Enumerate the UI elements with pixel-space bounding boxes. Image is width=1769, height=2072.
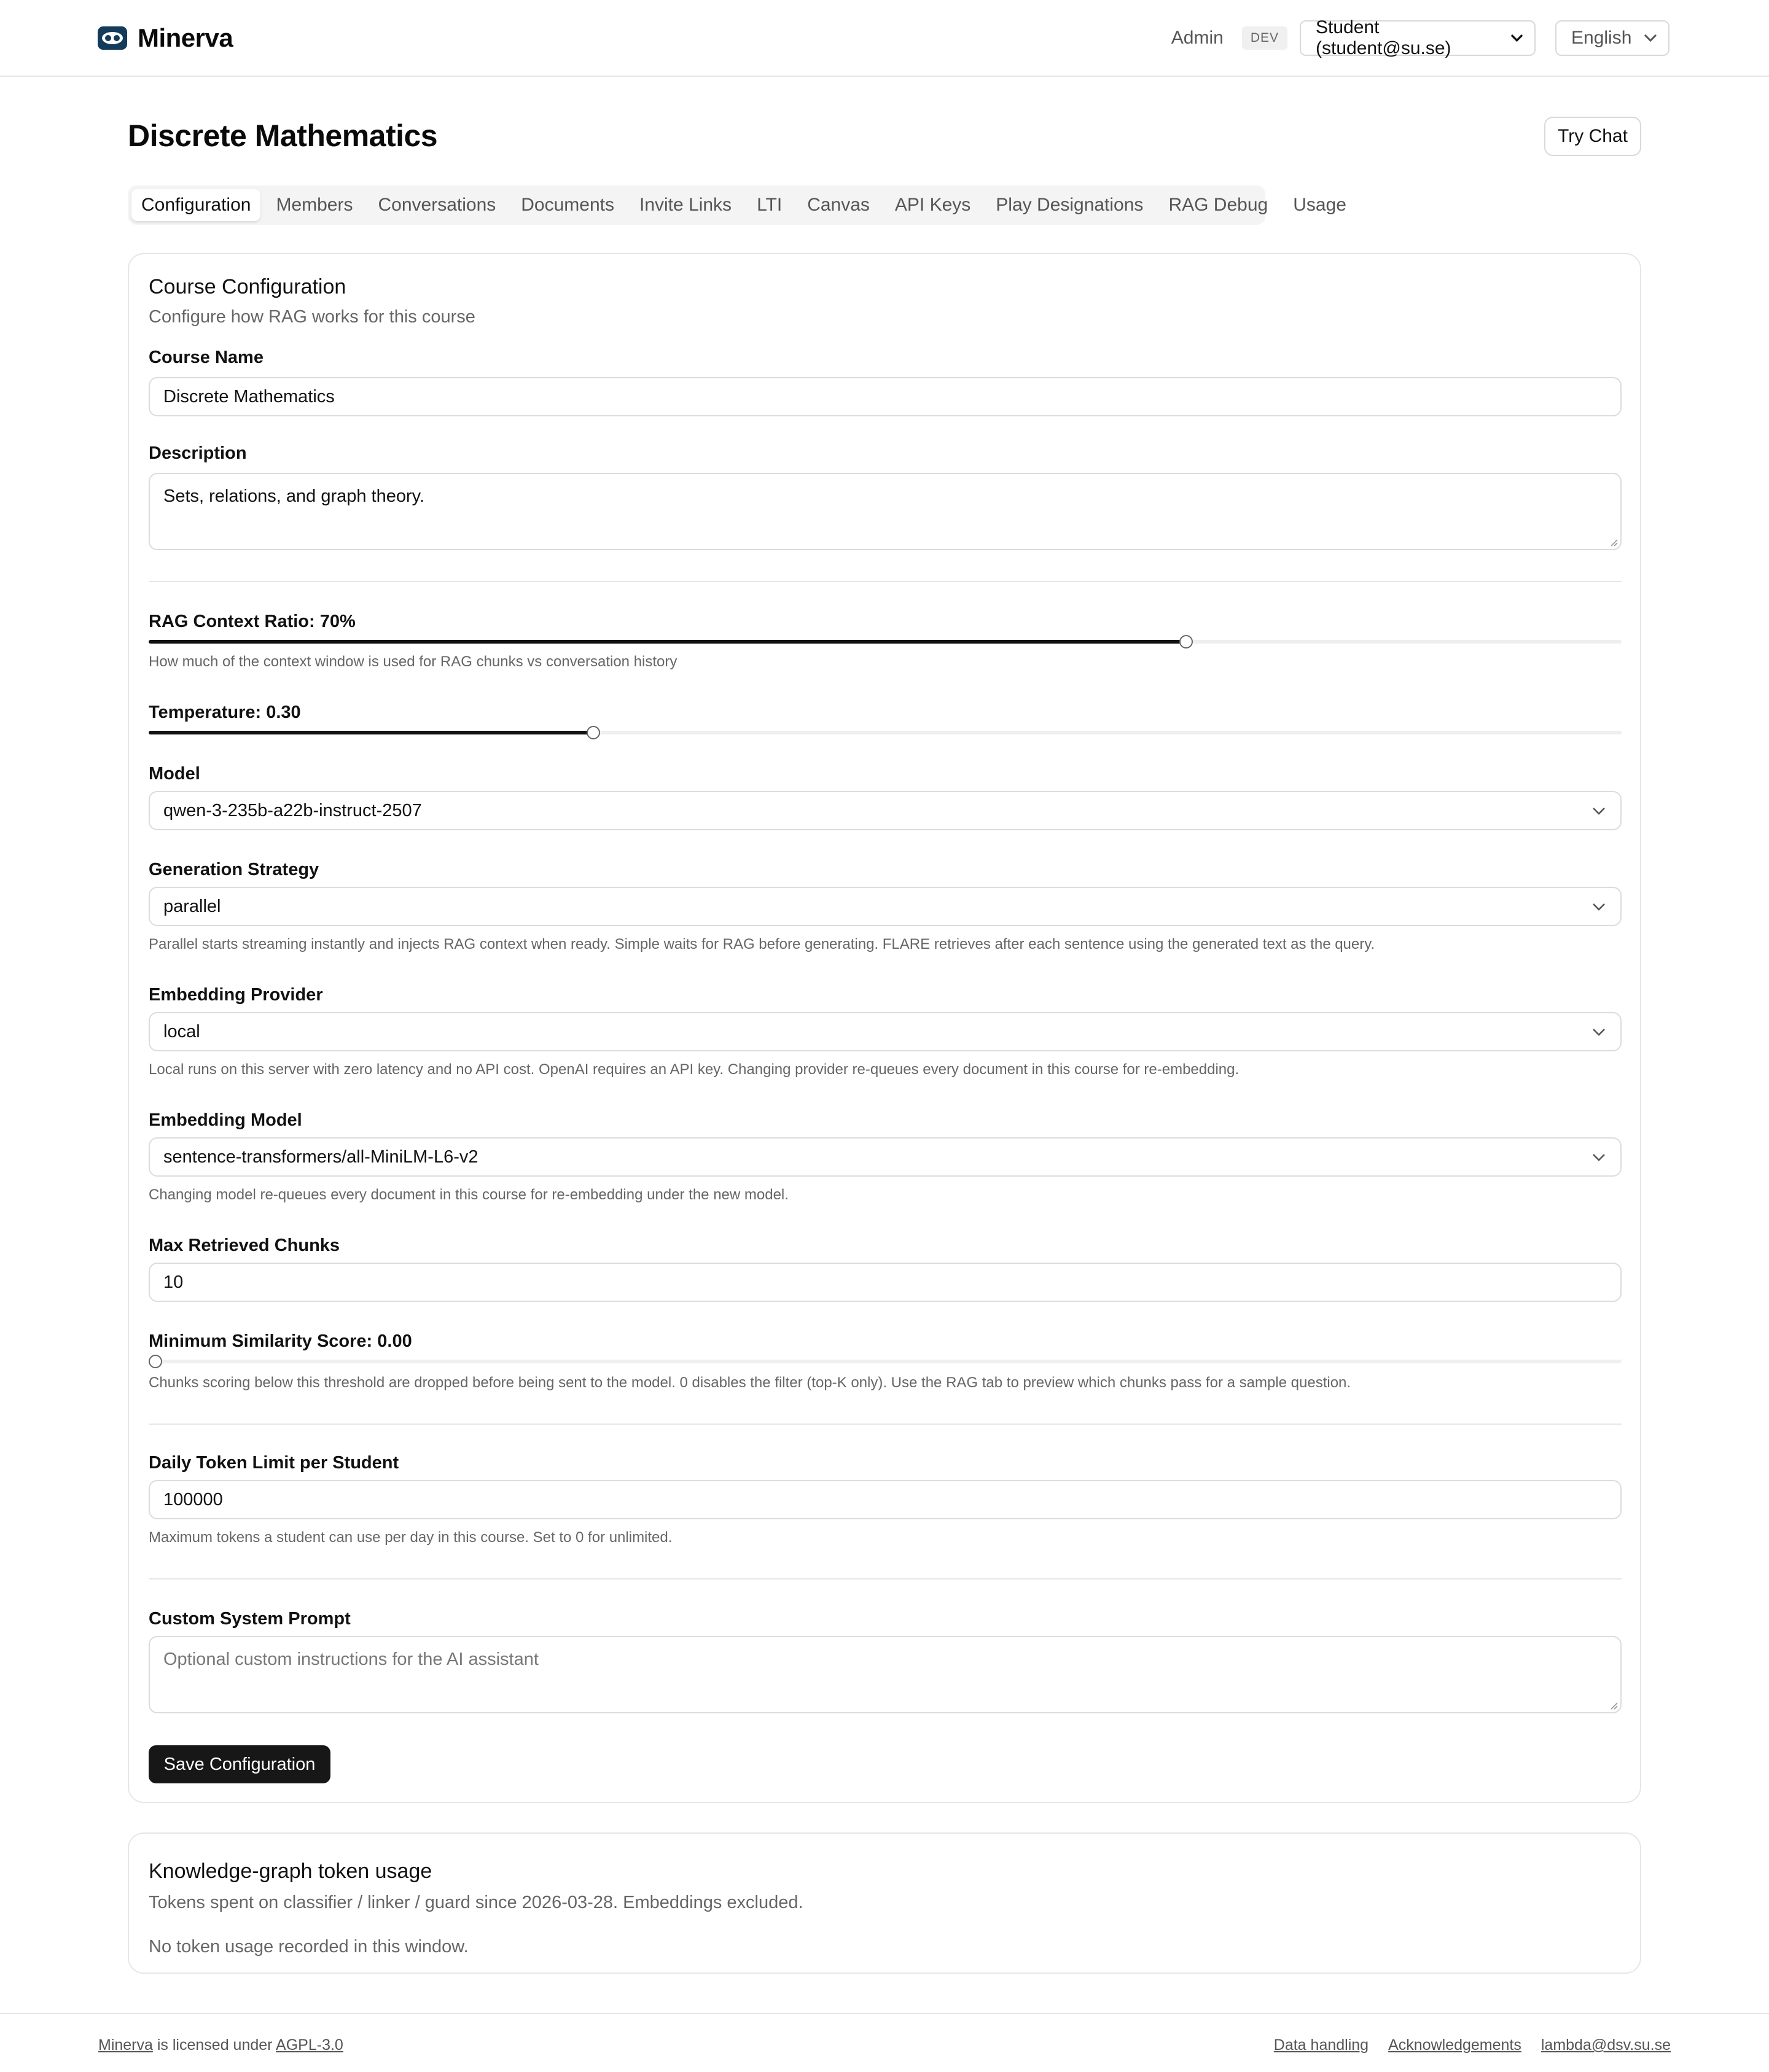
card-subtitle: Configure how RAG works for this course: [149, 307, 475, 327]
embedding-model-select[interactable]: [149, 1137, 1622, 1177]
project-link[interactable]: Minerva: [98, 2036, 153, 2054]
daily-limit-help: Maximum tokens a student can use per day in this course. Set to 0 for unlimited.: [149, 1529, 673, 1546]
slider-track: [149, 1360, 1622, 1363]
usage-empty-state: No token usage recorded in this window.: [149, 1937, 469, 1957]
chevron-down-icon: [1510, 34, 1523, 42]
tab-members[interactable]: Members: [276, 195, 353, 215]
license-link[interactable]: AGPL-3.0: [276, 2036, 343, 2054]
chevron-down-icon: [1592, 1153, 1606, 1162]
embedding-provider-select[interactable]: [149, 1012, 1622, 1051]
language-select-value: English: [1571, 28, 1632, 48]
language-select[interactable]: [1555, 20, 1669, 56]
generation-strategy-select[interactable]: [149, 887, 1622, 926]
tab-conversations[interactable]: Conversations: [378, 195, 496, 215]
token-usage-card: [128, 1832, 1641, 1974]
card-title: Course Configuration: [149, 275, 346, 298]
tab-lti[interactable]: LTI: [757, 195, 783, 215]
footer-links: [1274, 2036, 1671, 2054]
top-navbar: [0, 0, 1769, 77]
user-select[interactable]: [1300, 17, 1536, 58]
system-prompt-label: Custom System Prompt: [149, 1609, 351, 1629]
env-badge: DEV: [1242, 26, 1287, 50]
min-similarity-label: Minimum Similarity Score: 0.00: [149, 1331, 412, 1351]
generation-strategy-help: Parallel starts streaming instantly and injects RAG context when ready. Simple waits for RAG before generating. FLARE retrieves after each sentence using the generated text as the query.: [149, 936, 1375, 952]
acknowledgements-link[interactable]: Acknowledgements: [1388, 2036, 1521, 2054]
embedding-model-value: sentence-transformers/all-MiniLM-L6-v2: [163, 1147, 478, 1167]
course-tabs: [128, 185, 1346, 225]
course-name-input[interactable]: Discrete Mathematics: [149, 377, 1622, 416]
daily-limit-label: Daily Token Limit per Student: [149, 1453, 399, 1473]
minerva-logo-icon: [97, 25, 128, 52]
model-select-value: qwen-3-235b-a22b-instruct-2507: [163, 800, 422, 820]
header-controls: [1171, 17, 1669, 58]
admin-link[interactable]: Admin: [1171, 28, 1224, 48]
temperature-slider[interactable]: [149, 726, 1622, 739]
system-prompt-textarea[interactable]: [149, 1636, 1622, 1713]
footer: [0, 2013, 1769, 2072]
slider-thumb[interactable]: [1179, 635, 1193, 648]
brand-name: Minerva: [138, 23, 233, 52]
slider-thumb[interactable]: [149, 1355, 162, 1368]
brand[interactable]: [97, 22, 233, 54]
tab-usage[interactable]: Usage: [1293, 195, 1346, 215]
tab-api-keys[interactable]: API Keys: [894, 195, 971, 215]
resize-handle-icon[interactable]: [1608, 537, 1618, 547]
embedding-provider-value: local: [163, 1021, 200, 1042]
temperature-label: Temperature: 0.30: [149, 703, 301, 722]
generation-strategy-value: parallel: [163, 896, 221, 916]
tab-invite-links[interactable]: Invite Links: [639, 195, 732, 215]
embedding-model-help: Changing model re-queues every document in this course for re-embedding under the new model.: [149, 1186, 789, 1203]
model-select[interactable]: [149, 791, 1622, 830]
user-select-value: Student (student@su.se): [1316, 17, 1451, 58]
license-notice: [98, 2036, 343, 2054]
description-label: Description: [149, 443, 247, 463]
rag-context-slider[interactable]: [149, 635, 1622, 648]
slider-thumb[interactable]: [587, 726, 600, 739]
chevron-down-icon: [1592, 807, 1606, 816]
tab-canvas[interactable]: Canvas: [807, 195, 870, 215]
course-name-label: Course Name: [149, 348, 264, 367]
generation-strategy-label: Generation Strategy: [149, 860, 319, 879]
resize-handle-icon[interactable]: [1608, 1700, 1618, 1710]
data-handling-link[interactable]: Data handling: [1273, 2036, 1369, 2054]
save-configuration-button[interactable]: Save Configuration: [149, 1745, 330, 1783]
section-divider: [149, 1578, 1622, 1579]
slider-fill: [149, 640, 1186, 644]
try-chat-button[interactable]: Try Chat: [1544, 117, 1641, 156]
description-textarea[interactable]: [149, 473, 1622, 550]
section-divider: [149, 581, 1622, 582]
contact-email-link[interactable]: lambda@dsv.su.se: [1541, 2036, 1671, 2054]
tab-play-designations[interactable]: Play Designations: [996, 195, 1144, 215]
section-divider: [149, 1424, 1622, 1425]
daily-limit-input[interactable]: 100000: [149, 1480, 1622, 1519]
embedding-provider-help: Local runs on this server with zero latency and no API cost. OpenAI requires an API key. Changing provider re-queues every document in this course for re-embedding.: [149, 1061, 1240, 1078]
model-label: Model: [149, 764, 200, 784]
usage-title: Knowledge-graph token usage: [149, 1860, 432, 1883]
tab-documents[interactable]: Documents: [521, 195, 614, 215]
rag-context-label: RAG Context Ratio: 70%: [149, 612, 356, 631]
page-title: Discrete Mathematics: [128, 119, 438, 153]
max-chunks-input[interactable]: 10: [149, 1263, 1622, 1302]
description-value: Sets, relations, and graph theory.: [163, 486, 425, 506]
licensed-text: is licensed under: [152, 2036, 276, 2054]
usage-subtitle: Tokens spent on classifier / linker / guard since 2026-03-28. Embeddings excluded.: [149, 1893, 803, 1912]
tab-configuration[interactable]: Configuration: [131, 189, 260, 221]
min-similarity-help: Chunks scoring below this threshold are dropped before being sent to the model. 0 disables the filter (top-K only). Use the RAG tab to preview which chunks pass for a sample question.: [149, 1374, 1351, 1391]
max-chunks-label: Max Retrieved Chunks: [149, 1236, 340, 1255]
embedding-model-label: Embedding Model: [149, 1110, 302, 1130]
chevron-down-icon: [1644, 34, 1657, 42]
chevron-down-icon: [1592, 903, 1606, 911]
slider-fill: [149, 731, 593, 734]
embedding-provider-label: Embedding Provider: [149, 985, 323, 1005]
chevron-down-icon: [1592, 1028, 1606, 1037]
system-prompt-placeholder: Optional custom instructions for the AI assistant: [163, 1649, 539, 1669]
min-similarity-slider[interactable]: [149, 1355, 1622, 1368]
tab-rag-debug[interactable]: RAG Debug: [1168, 195, 1268, 215]
rag-context-help: How much of the context window is used for RAG chunks vs conversation history: [149, 653, 678, 670]
course-configuration-card: [128, 253, 1641, 1803]
